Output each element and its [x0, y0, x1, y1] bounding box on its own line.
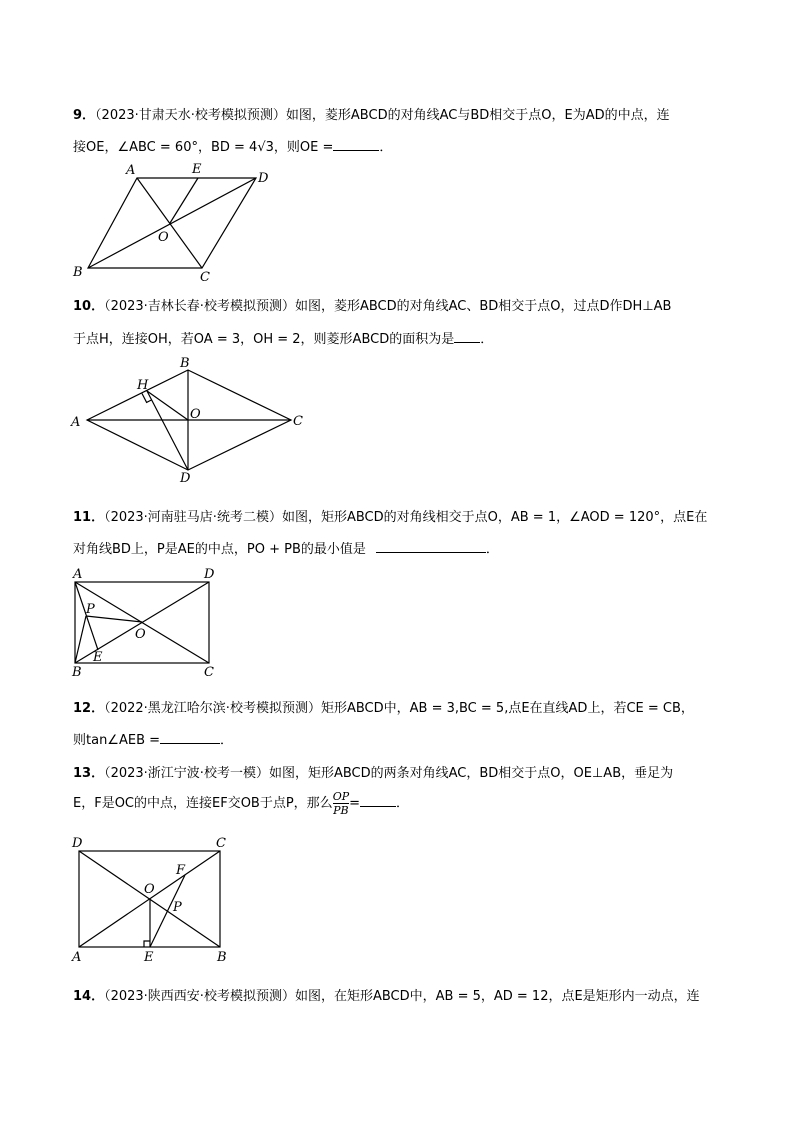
q11-line2 [73, 538, 499, 557]
q9-label-c: C [200, 270, 210, 285]
q11-label-p: P [86, 602, 95, 617]
q11-rectangle-figure [70, 565, 230, 680]
q10-line1 [73, 295, 671, 314]
q13-source: （2023·浙江宁波·校考一模） [104, 766, 269, 781]
q9-line2 [73, 136, 392, 155]
q9-text1: 如图，菱形ABCD的对角线AC与BD相交于点O，E为AD的中点，连 [285, 108, 670, 123]
q13-label-f: F [176, 863, 186, 878]
q9-label-o: O [158, 230, 169, 245]
q10-label-a: A [71, 415, 81, 430]
q13-rectangle-figure [70, 832, 240, 967]
q14-line1 [73, 985, 700, 1004]
q10-label-h: H [137, 378, 149, 393]
q10-text1: 如图，菱形ABCD的对角线AC、BD相交于点O，过点D作DH⊥AB [294, 299, 672, 314]
q13-answer-blank[interactable] [360, 794, 396, 807]
q10-period: ． [480, 332, 494, 347]
q9-label-a: A [126, 163, 136, 178]
q13-label-a: A [72, 950, 82, 965]
q9-sqrt: √3 [257, 140, 274, 155]
q11-text2: 对角线BD上，P是AE的中点，PO + PB的最小值是 [73, 542, 366, 557]
q9-answer-blank[interactable] [333, 138, 379, 151]
q13-text2a: E，F是OC的中点，连接EF交OB于点P，那么 [73, 796, 333, 811]
q10-rhombus-figure [70, 355, 320, 485]
q10-line2 [73, 328, 493, 347]
q11-label-b: B [72, 665, 82, 680]
q9-label-d: D [258, 171, 269, 186]
q13-frac-denominator: PB [333, 804, 349, 817]
q12-period: ． [220, 733, 234, 748]
q9-label-e: E [192, 162, 202, 177]
q13-period: ． [396, 796, 410, 811]
q9-number: 9． [73, 108, 96, 123]
q10-source: （2023·吉林长春·校考模拟预测） [104, 299, 295, 314]
q12-source: （2022·黑龙江哈尔滨·校考模拟预测） [104, 701, 321, 716]
q11-line1 [73, 506, 707, 525]
q13-text1: 如图，矩形ABCD的两条对角线AC，BD相交于点O，OE⊥AB，垂足为 [268, 766, 674, 781]
q12-line2 [73, 729, 233, 748]
q11-label-d: D [204, 567, 215, 582]
q12-line1 [73, 697, 694, 716]
q11-answer-blank[interactable] [376, 540, 486, 553]
q14-number: 14． [73, 989, 105, 1004]
q10-label-c: C [293, 414, 303, 429]
q11-label-c: C [204, 665, 214, 680]
q13-text2b: = [349, 796, 361, 811]
q13-label-d: D [72, 836, 83, 851]
q11-label-e: E [93, 650, 103, 665]
q14-source: （2023·陕西西安·校考模拟预测） [104, 989, 295, 1004]
q10-label-o: O [190, 407, 201, 422]
q12-text1: 矩形ABCD中，AB = 3,BC = 5,点E在直线AD上，若CE = CB， [320, 701, 694, 716]
q13-label-c: C [216, 836, 226, 851]
q12-number: 12． [73, 701, 105, 716]
q9-rhombus-figure [70, 160, 280, 285]
q11-number: 11． [73, 510, 105, 525]
q10-number: 10． [73, 299, 105, 314]
q12-answer-blank[interactable] [160, 731, 220, 744]
q10-label-b: B [180, 356, 190, 371]
q13-label-b: B [217, 950, 227, 965]
q13-line1 [73, 762, 673, 781]
q10-answer-blank[interactable] [454, 330, 480, 343]
q13-line2 [73, 790, 409, 817]
q14-text1: 如图，在矩形ABCD中，AB = 5，AD = 12，点E是矩形内一动点，连 [294, 989, 700, 1004]
q9-line1 [73, 104, 670, 123]
q9-text2a: 接OE，∠ABC = 60°，BD = 4 [73, 140, 258, 155]
q11-source: （2023·河南驻马店·统考二模） [104, 510, 282, 525]
q9-period: ． [379, 140, 393, 155]
q13-label-p: P [173, 900, 182, 915]
q9-text2b: ，则OE = [273, 140, 334, 155]
q11-label-o: O [135, 627, 146, 642]
q13-label-o: O [144, 882, 155, 897]
q12-text2: 则tan∠AEB = [73, 733, 161, 748]
q13-frac-numerator: OP [332, 790, 350, 803]
q13-fraction [333, 790, 349, 817]
q11-period: ． [485, 542, 499, 557]
q9-source: （2023·甘肃天水·校考模拟预测） [95, 108, 286, 123]
q13-number: 13． [73, 766, 105, 781]
q10-label-d: D [180, 471, 191, 486]
q11-label-a: A [73, 567, 83, 582]
q13-label-e: E [144, 950, 154, 965]
q11-text1: 如图，矩形ABCD的对角线相交于点O，AB = 1，∠AOD = 120°，点E在 [281, 510, 708, 525]
q10-text2: 于点H，连接OH，若OA = 3，OH = 2，则菱形ABCD的面积为是 [73, 332, 455, 347]
q9-label-b: B [73, 265, 83, 280]
